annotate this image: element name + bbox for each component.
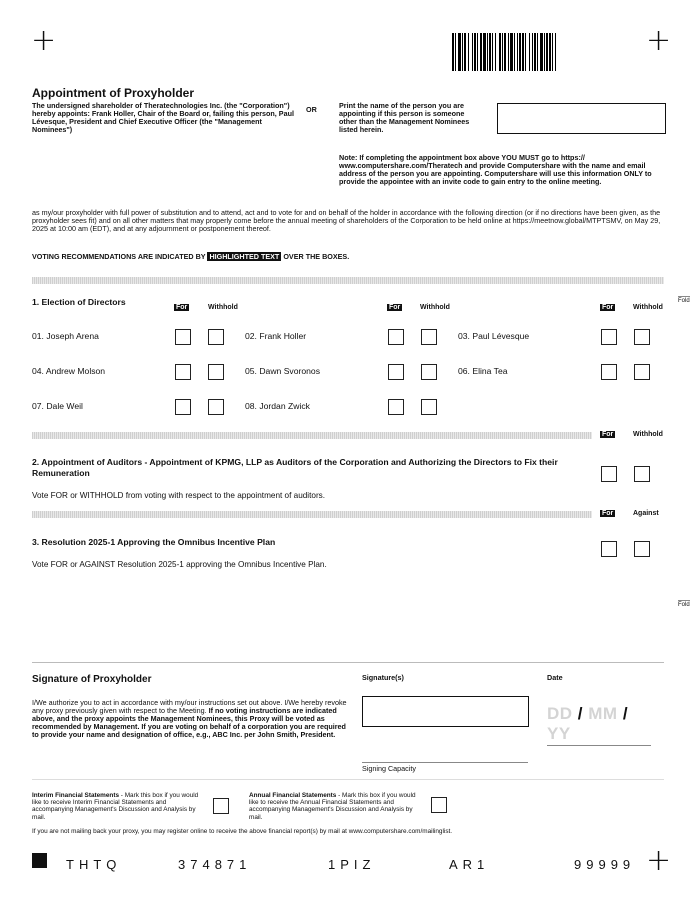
director-name: 06. Elina Tea [458, 366, 508, 376]
date-month: MM [588, 704, 618, 723]
date-separator: / [577, 704, 584, 723]
withhold-header-col3: Withhold [633, 304, 663, 311]
for-checkbox[interactable] [175, 364, 191, 380]
director-name: 07. Dale Weil [32, 401, 83, 411]
for-checkbox[interactable] [601, 466, 617, 482]
signature-title: Signature of Proxyholder [32, 674, 152, 685]
annual-statements-text [249, 792, 421, 821]
date-year: YY [547, 724, 571, 743]
footer-code-number: 374871 [178, 857, 252, 872]
date-separator: / [622, 704, 629, 723]
interim-title: Interim Financial Statements [32, 792, 120, 799]
for-checkbox[interactable] [175, 399, 191, 415]
fold-mark-bottom: Fold [678, 602, 690, 608]
resolution-title: 3. Resolution 2025-1 Approving the Omnibus Incentive Plan [32, 537, 276, 547]
withhold-checkbox[interactable] [421, 364, 437, 380]
proxy-authority-text: as my/our proxyholder with full power of substitution and to attend, act and to vote for and on behalf of the holder in accordance with the following direction (or if no directions have been given, as the proxyholder sees fit) and on all other matters that may properly come before the annual meeting of shareholders of the Corporation to be held online at https://meetnow.global/MTPTSMV, on May 29, 2025 at 10:00 am (EDT), and at any adjournment or postponement thereof. [32, 208, 661, 233]
for-checkbox[interactable] [388, 364, 404, 380]
auditors-title: 2. Appointment of Auditors - Appointment of KPMG, LLP as Auditors of the Corporation and Authorizing the Directors to Fix their Remuneration [32, 457, 558, 478]
registration-mark-top-right: + [646, 23, 672, 58]
withhold-checkbox[interactable] [634, 329, 650, 345]
withhold-checkbox[interactable] [421, 329, 437, 345]
against-header-resolution: Against [633, 510, 659, 517]
withhold-checkbox[interactable] [421, 399, 437, 415]
fold-mark-top: Fold [678, 298, 690, 304]
withhold-checkbox[interactable] [634, 364, 650, 380]
withhold-header-auditors: Withhold [633, 431, 663, 438]
date-label: Date [547, 673, 563, 682]
for-checkbox[interactable] [601, 364, 617, 380]
for-checkbox[interactable] [388, 399, 404, 415]
signature-label: Signature(s) [362, 673, 404, 682]
signature-input[interactable] [362, 696, 529, 727]
director-name: 01. Joseph Arena [32, 331, 99, 341]
appointment-note: Note: If completing the appointment box above YOU MUST go to https:// www.computershare.com/Theratech and provide Computershare with the name and email address of the person you are appointing. Computershare will use this information ONLY to provide the appointee with an invite code to gain entry to the online meeting. [339, 153, 652, 186]
section-separator [32, 277, 664, 284]
online-registration-note: If you are not mailing back your proxy, you may register online to receive the above financial report(s) by mail at www.computershare.com/mailinglist. [32, 828, 453, 835]
authorization-plain: I/We authorize you to act in accordance with my/our instructions set out above. I/We hereby revoke any proxy previously given with respect to the Meeting. [32, 698, 347, 715]
withhold-checkbox[interactable] [208, 364, 224, 380]
for-checkbox[interactable] [388, 329, 404, 345]
for-checkbox[interactable] [601, 541, 617, 557]
director-name: 05. Dawn Svoronos [245, 366, 320, 376]
for-checkbox[interactable] [601, 329, 617, 345]
withhold-checkbox[interactable] [208, 399, 224, 415]
footer-code-99999: 99999 [574, 857, 636, 872]
authorization-bold: If no voting instructions are indicated above, and the proxy appoints the Management Nominees, this Proxy will be voted as recommended by Management. If you are voting on behalf of a corporation you are required to provide your name and designation of office, e.g., ABC Inc. per John Smith, President. [32, 706, 346, 739]
for-checkbox[interactable] [175, 329, 191, 345]
withhold-header-col2: Withhold [420, 304, 450, 311]
director-name: 03. Paul Lévesque [458, 331, 530, 341]
interim-statements-text [32, 792, 204, 821]
election-title: 1. Election of Directors [32, 297, 126, 307]
voting-rec-after: OVER THE BOXES. [283, 252, 350, 261]
barcode-image [452, 33, 630, 71]
withhold-checkbox[interactable] [208, 329, 224, 345]
signing-capacity-label: Signing Capacity [362, 764, 416, 773]
interim-body: - Mark this box if you would like to receive Interim Financial Statements and accompanying Management's Discussion and Analysis by mail. [32, 792, 199, 821]
footer-code-1piz: 1PIZ [328, 857, 376, 872]
director-name: 04. Andrew Molson [32, 366, 106, 376]
signature-divider [32, 662, 664, 663]
date-input[interactable] [547, 704, 651, 746]
highlighted-text-sample: HIGHLIGHTED TEXT [209, 252, 280, 261]
section-separator [32, 511, 592, 518]
annual-body: - Mark this box if you would like to receive the Annual Financial Statements and accompanying Management's Discussion and Analysis by mail. [249, 792, 416, 821]
annual-statements-checkbox[interactable] [431, 797, 447, 813]
registration-mark-bottom-right: + [646, 843, 672, 878]
footer-black-square [32, 853, 47, 868]
auditors-description: Vote FOR or WITHHOLD from voting with respect to the appointment of auditors. [32, 491, 326, 500]
signing-capacity-line[interactable] [362, 762, 528, 763]
footer-code-ar1: AR1 [449, 857, 490, 872]
resolution-description: Vote FOR or AGAINST Resolution 2025-1 approving the Omnibus Incentive Plan. [32, 560, 327, 569]
director-name: 08. Jordan Zwick [245, 401, 310, 411]
interim-statements-checkbox[interactable] [213, 798, 229, 814]
or-label: OR [306, 105, 317, 114]
for-header-col2: For [389, 304, 401, 311]
appointment-intro: The undersigned shareholder of Theratechnologies Inc. (the "Corporation") hereby appoints: Frank Holler, Chair of the Board or, failing this person, Paul Lévesque, President and Chief Executive Officer (the "Management Nominees") [32, 101, 294, 134]
for-header-col3: For [602, 304, 614, 311]
proxyholder-name-input[interactable] [497, 103, 666, 134]
for-header-col1: For [176, 304, 188, 311]
voting-recommendations-note [32, 253, 349, 261]
registration-mark-top-left: + [31, 23, 57, 58]
annual-title: Annual Financial Statements [249, 792, 337, 799]
voting-rec-before: VOTING RECOMMENDATIONS ARE INDICATED BY [32, 252, 206, 261]
withhold-header-col1: Withhold [208, 304, 238, 311]
against-checkbox[interactable] [634, 541, 650, 557]
authorization-text [32, 699, 350, 739]
form-title: Appointment of Proxyholder [32, 86, 194, 100]
statements-divider [32, 779, 664, 780]
director-name: 02. Frank Holler [245, 331, 307, 341]
footer-code-thtq: THTQ [66, 857, 122, 872]
section-separator [32, 432, 592, 439]
date-day: DD [547, 704, 573, 723]
for-header-auditors: For [602, 431, 614, 438]
withhold-checkbox[interactable] [634, 466, 650, 482]
print-name-instructions: Print the name of the person you are appointing if this person is someone other than the Management Nominees listed herein. [339, 101, 470, 134]
for-header-resolution: For [602, 510, 614, 517]
